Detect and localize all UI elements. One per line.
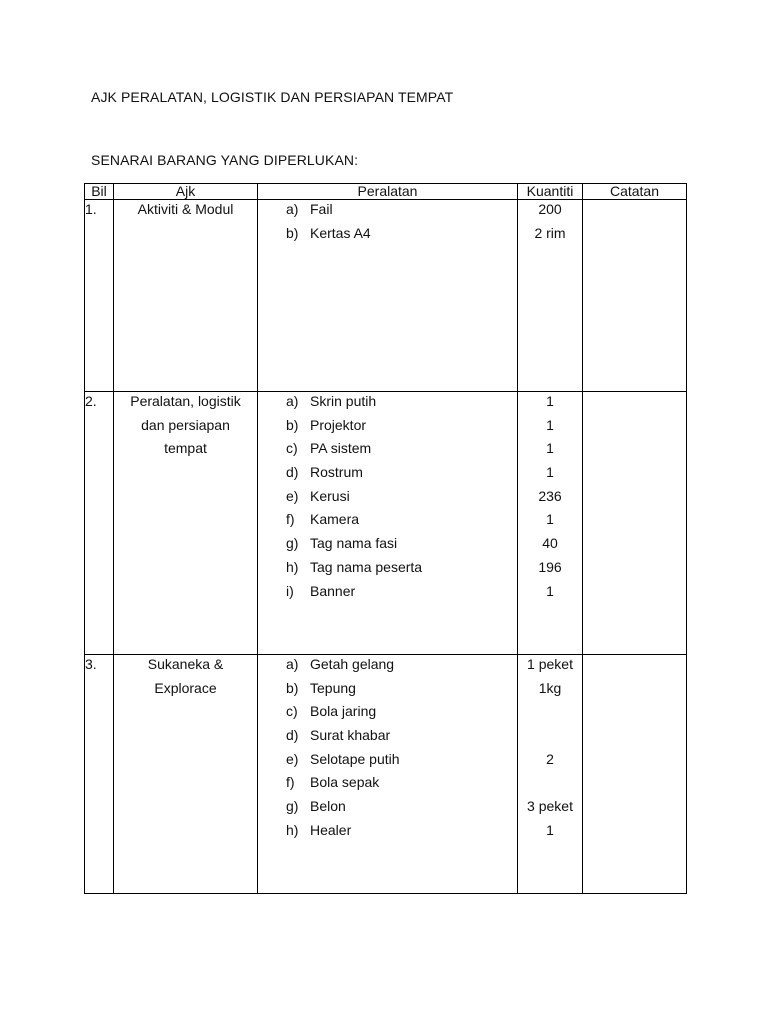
list-item — [258, 797, 517, 821]
row-number: 3. — [85, 656, 97, 672]
catatan-cell — [583, 655, 687, 894]
table-header-row — [85, 184, 687, 200]
list-item — [258, 439, 517, 463]
item-letter: h) — [286, 558, 299, 575]
item-name: Bola sepak — [310, 774, 380, 791]
header-kuantiti: Kuantiti — [518, 184, 583, 200]
table-row — [85, 392, 687, 655]
header-peralatan: Peralatan — [258, 184, 518, 200]
ajk-cell — [114, 200, 258, 392]
item-qty: 3 peket — [527, 798, 573, 815]
item-name: Rostrum — [310, 464, 363, 481]
item-qty: 1 — [546, 582, 554, 599]
item-qty: 1 peket — [527, 656, 573, 672]
row-number-cell — [85, 200, 114, 392]
item-name: Belon — [310, 798, 346, 815]
list-item — [258, 558, 517, 582]
item-qty: 1 — [546, 464, 554, 481]
item-letter: b) — [286, 416, 299, 433]
item-letter: g) — [286, 798, 299, 815]
peralatan-cell — [258, 655, 518, 894]
item-letter: b) — [286, 679, 299, 696]
list-heading: SENARAI BARANG YANG DIPERLUKAN: — [91, 152, 359, 168]
item-qty: 1 — [546, 393, 554, 409]
kuantiti-cell — [518, 392, 583, 655]
item-name: Kerusi — [310, 487, 350, 504]
table-row — [85, 655, 687, 894]
item-qty — [518, 726, 582, 750]
item-qty: 40 — [542, 535, 558, 552]
catatan-cell — [583, 200, 687, 392]
item-name: Banner — [310, 582, 356, 599]
item-name: Kertas A4 — [310, 224, 371, 241]
peralatan-cell — [258, 392, 518, 655]
list-item — [258, 200, 517, 224]
row-number-cell — [85, 655, 114, 894]
item-qty — [518, 773, 582, 797]
item-letter: d) — [286, 727, 299, 744]
kuantiti-cell — [518, 200, 583, 392]
item-letter: b) — [286, 224, 299, 241]
item-letter: e) — [286, 750, 299, 767]
list-item — [258, 416, 517, 440]
item-qty: 2 — [546, 750, 554, 767]
item-letter: h) — [286, 821, 299, 838]
header-catatan: Catatan — [583, 184, 687, 200]
header-ajk: Ajk — [114, 184, 258, 200]
ajk-cell — [114, 655, 258, 894]
item-name: Projektor — [310, 416, 367, 433]
item-qty: 1 — [546, 821, 554, 838]
peralatan-cell — [258, 200, 518, 392]
list-item — [258, 534, 517, 558]
item-name: Tag nama peserta — [310, 558, 423, 575]
list-item — [258, 655, 517, 679]
ajk-line: Aktiviti & Modul — [137, 201, 234, 217]
item-name: Tepung — [310, 679, 356, 696]
item-qty: 2 rim — [534, 224, 566, 241]
item-name: Healer — [310, 821, 352, 838]
item-name: Getah gelang — [310, 656, 395, 672]
item-letter: c) — [286, 703, 298, 720]
list-item — [258, 773, 517, 797]
ajk-cell — [114, 392, 258, 655]
item-name: Kamera — [310, 511, 360, 528]
ajk-line: dan persiapan — [141, 416, 230, 433]
kuantiti-cell — [518, 655, 583, 894]
item-letter: c) — [286, 440, 298, 457]
list-item — [258, 821, 517, 845]
item-qty: 200 — [538, 201, 562, 217]
item-letter: a) — [286, 393, 299, 409]
ajk-line: Sukaneka & — [147, 656, 224, 672]
item-name: Surat khabar — [310, 727, 391, 744]
row-number: 1. — [85, 201, 97, 217]
table-row — [85, 200, 687, 392]
item-qty — [518, 702, 582, 726]
item-name: PA sistem — [310, 440, 372, 457]
list-item — [258, 679, 517, 703]
list-item — [258, 224, 517, 248]
list-item — [258, 726, 517, 750]
item-qty: 1kg — [538, 679, 562, 696]
item-letter: a) — [286, 201, 299, 217]
row-number: 2. — [85, 393, 97, 409]
item-letter: i) — [286, 582, 294, 599]
item-qty: 196 — [538, 558, 562, 575]
item-name: Fail — [310, 201, 333, 217]
item-name: Bola jaring — [310, 703, 377, 720]
document-title: AJK PERALATAN, LOGISTIK DAN PERSIAPAN TEMPAT — [91, 89, 454, 105]
ajk-line: Peralatan, logistik — [130, 393, 241, 409]
list-item — [258, 750, 517, 774]
item-name: Selotape putih — [310, 750, 400, 767]
list-item — [258, 582, 517, 606]
list-item — [258, 463, 517, 487]
item-name: Tag nama fasi — [310, 535, 398, 552]
item-qty: 1 — [546, 511, 554, 528]
item-letter: g) — [286, 535, 299, 552]
list-item — [258, 392, 517, 416]
list-item — [258, 487, 517, 511]
item-qty: 1 — [546, 440, 554, 457]
header-bil: Bil — [85, 184, 114, 200]
equipment-table — [84, 183, 687, 894]
item-letter: a) — [286, 656, 299, 672]
item-qty: 1 — [546, 416, 554, 433]
catatan-cell — [583, 392, 687, 655]
item-letter: e) — [286, 487, 299, 504]
list-item — [258, 702, 517, 726]
item-letter: d) — [286, 464, 299, 481]
list-item — [258, 510, 517, 534]
item-letter: f) — [286, 774, 295, 791]
item-name: Skrin putih — [310, 393, 377, 409]
item-letter: f) — [286, 511, 295, 528]
ajk-line: tempat — [164, 440, 207, 457]
row-number-cell — [85, 392, 114, 655]
ajk-line: Explorace — [154, 679, 217, 696]
item-qty: 236 — [538, 487, 562, 504]
